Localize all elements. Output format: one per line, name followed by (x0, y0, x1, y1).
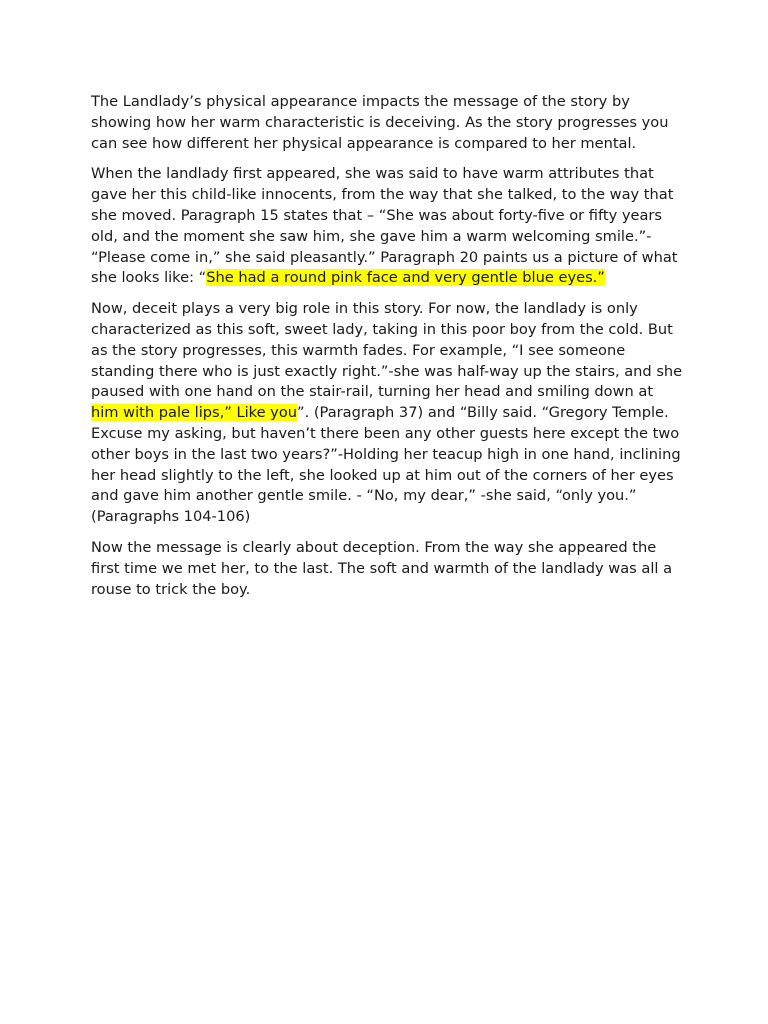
text-segment: Now, deceit plays a very big role in this story. For now, the landlady is only characterized as this soft, sweet lady, taking in this poor boy from the cold. But as the story progresses, this warmth fades. For example, “I see someone standing there who is just exactly right.”-she was half-way up the stairs, and she paused with one hand on the stair-rail, turning her head and smiling down at (91, 300, 683, 401)
highlighted-text: She had a round pink face and very gentle blue eyes.” (206, 269, 605, 287)
text-segment: The Landlady’s physical appearance impacts the message of the story by showing how her warm characteristic is deceiving. As the story progresses you can see how different her physical appearance is compared to her mental. (91, 93, 669, 152)
document-body (91, 92, 683, 610)
paragraph-3 (91, 299, 683, 528)
text-segment: ”. (Paragraph 37) and “Billy said. “Gregory Temple. Excuse my asking, but haven’t there been any other guests here except the two other boys in the last two years?”-Holding her teacup high in one hand, inclining her head slightly to the left, she looked up at him out of the corners of her eyes and gave him another gentle smile. - “No, my dear,” -she said, “only you.” (Paragraphs 104-106) (91, 404, 681, 526)
text-segment: When the landlady first appeared, she was said to have warm attributes that gave her this child-like innocents, from the way that she talked, to the way that she moved. Paragraph 15 states that – “She was about forty-five or fifty years old, and the moment she saw him, she gave him a warm welcoming smile.”- “Please come in,” she said pleasantly.” Paragraph 20 paints us a picture of what she looks like: “ (91, 165, 678, 287)
highlighted-text: him with pale lips,” Like you (91, 404, 298, 422)
text-segment: Now the message is clearly about deception. From the way she appeared the first time we met her, to the last. The soft and warmth of the landlady was all a rouse to trick the boy. (91, 538, 673, 598)
paragraph-4 (91, 538, 683, 600)
paragraph-2 (91, 164, 683, 289)
paragraph-1 (91, 92, 683, 154)
